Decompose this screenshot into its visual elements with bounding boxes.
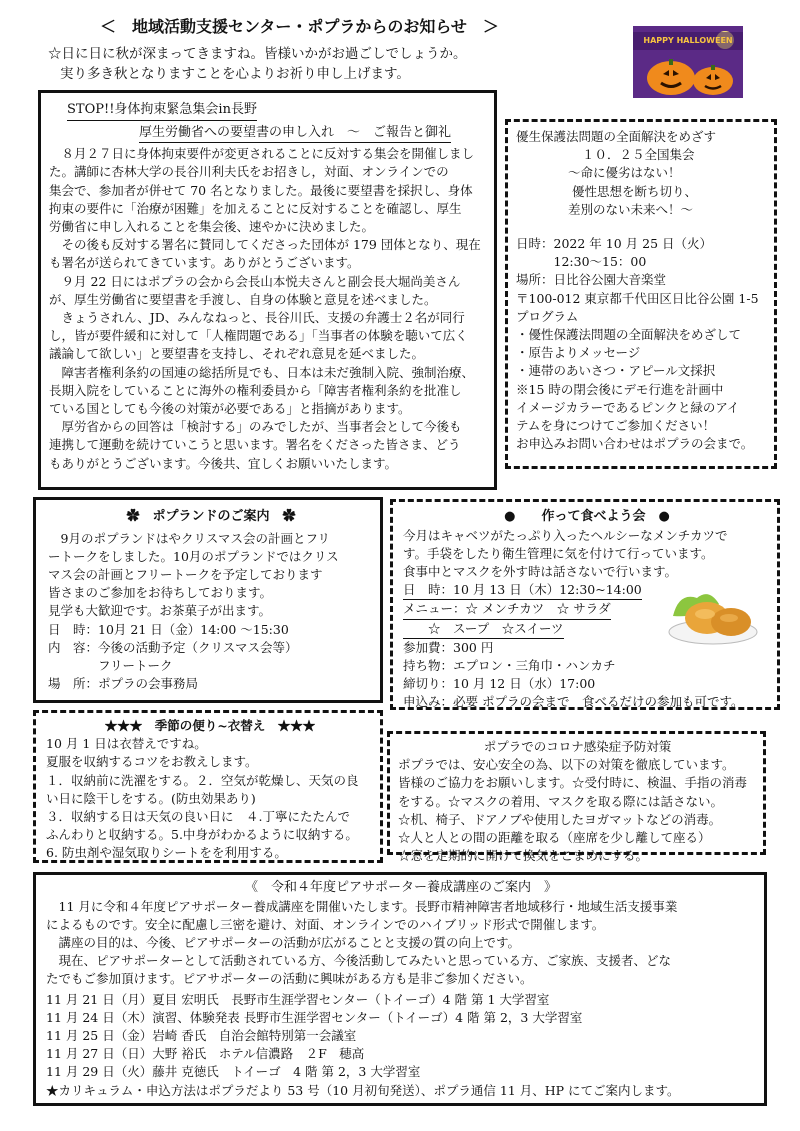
eugenics-place: 場所：日比谷公園大音楽堂: [516, 272, 667, 288]
peer-line: によるものです。安全に配慮し三密を避け、対面、オンラインでのハイブリッド形式で開催します。: [46, 916, 605, 932]
corona-line: ポプラでは、安心安全の為、以下の対策を徹底しています。: [398, 757, 735, 773]
eugenics-program: プログラム: [516, 308, 579, 324]
stop-line: ている国としても今後の対策が必要である」と指摘があります。: [49, 401, 411, 417]
popland-line: マス会の計画とフリートークを予定しております: [48, 567, 323, 582]
stop-line: 議論して欲しい」と要望書を支持し、それぞれ意見を延べました。: [49, 346, 425, 362]
stop-line: た。講師に杏林大学の長谷川利夫氏をお招きし，対面、オンラインでの: [49, 164, 449, 180]
cooking-items: 持ち物：エプロン・三角巾・ハンカチ: [403, 658, 616, 674]
peer-title: 《 令和４年度ピアサポーター養成講座のご案内 》: [244, 880, 557, 895]
season-line: い日に陰干しをする。(防虫効果あり): [46, 790, 256, 806]
eugenics-title: １０．２５全国集会: [582, 147, 695, 163]
stop-line: も署名が送られてきています。ありがとうございます。: [49, 255, 360, 271]
eugenics-address: 〒100-012 東京都千代田区日比谷公園 1-5: [516, 290, 759, 306]
greeting-line-2: 実り多き秋となりますことを心よりお祈り申し上げます。: [60, 66, 410, 82]
stop-line: きょうされん、JD、みんなねっと、長谷川氏、支援の弁護士２名が同行: [49, 310, 465, 326]
greeting-line-1: ☆日に日に秋が深まってきますね。皆様いかがお過ごしでしょうか。: [48, 46, 467, 62]
eugenics-program-item: ・優性保護法問題の全面解決をめざして: [516, 327, 742, 343]
stop-section: [38, 90, 497, 490]
stop-line: その後も反対する署名に賛同してくださった団体が 179 団体となり、現在: [49, 237, 481, 253]
eugenics-note: イメージカラーであるピンクと緑のアイ: [516, 399, 740, 415]
stop-line: ９月 22 日にはポプラの会から会長山本悦夫さんと副会長大堀尚美さん: [49, 273, 461, 289]
page-title: ＜ 地域活動支援センター・ポプラからのお知らせ ＞: [100, 17, 499, 36]
season-line: ふんわりと収納する。5.中身がわかるように収納する。: [46, 827, 358, 843]
popland-title: ✿ ポプランドのご案内 ✿: [126, 509, 296, 524]
eugenics-note: テムを身につけてご参加ください！: [516, 418, 716, 434]
cooking-menu: メニュー：☆ メンチカツ ☆ サラダ: [403, 600, 643, 619]
cooking-deadline: 締切り：10 月 12 日（水）17:00: [403, 676, 596, 692]
corona-line: ☆人と人との間の距離を取る（座席を少し離して座る）: [398, 830, 711, 846]
stop-line: 労働省に申し入れることを集会後、速やかに決めました。: [49, 219, 375, 234]
corona-line: ☆窓を定期的に開けて換気をこまめにする。: [398, 848, 649, 864]
eugenics-title: 優生保護法問題の全面解決をめざす: [516, 129, 717, 144]
popland-content: フリートーク: [48, 658, 173, 674]
stop-body: [49, 145, 486, 473]
popland-line: ートークをしました。10月のポプランドではクリス: [48, 548, 339, 564]
peer-schedule-item: 11 月 21 日（月）夏目 宏明氏 長野市生涯学習センター（トイーゴ）4 階 第 1 大学習室: [46, 991, 550, 1007]
eugenics-section: [505, 119, 777, 469]
eugenics-date: 日時：2022 年 10 月 25 日（火）: [516, 236, 712, 252]
peer-footer: ★カリキュラム・申込方法はポプラだより 53 号（10 月初旬発送）、ポプラ通信 11 月、HP にてご案内します。: [46, 1082, 680, 1098]
cooking-section: [390, 499, 780, 710]
popland-line: 見学も大歓迎です。お茶菓子が出ます。: [48, 603, 272, 619]
peer-schedule-item: 11 月 27 日（日）大野 裕氏 ホテル信濃路 ２F 穂高: [46, 1046, 365, 1062]
stop-line: 障害者権利条約の国連の総括所見でも、日本は未だ強制入院、強制治療、: [49, 364, 475, 380]
stop-line: 長期入院をしていることに海外の権利委員から「障害者権利条約を批准し: [49, 382, 462, 398]
corona-title: ポプラでのコロナ感染症予防対策: [483, 739, 672, 754]
peer-line: 講座の目的は、今後、ピアサポーターの活動が広がることと支援の質の向上です。: [46, 935, 521, 950]
stop-line: が、厚生労働省に要望書を手渡し、自身の体験と意見を述べました。: [49, 291, 437, 307]
season-title: ★★★ 季節の便り~衣替え ★★★: [104, 718, 316, 733]
peer-schedule-item: 11 月 29 日（火）藤井 克徳氏 トイーゴ 4 階 第 2，3 大学習室: [46, 1064, 421, 1080]
eugenics-note: お申込みお問い合わせはポプラの会まで。: [516, 436, 754, 452]
cooking-date: 日 時：10 月 13 日（木）12:30~14:00: [403, 581, 643, 600]
popland-place: 場 所：ポプラの会事務局: [48, 676, 199, 692]
menchikatsu-illustration: [665, 584, 761, 648]
eugenics-slogan: 差別のない未来へ！～: [568, 201, 694, 217]
peer-line: 11 月に令和４年度ピアサポーター養成講座を開催いたします。長野市精神障害者地域移行・地域生活支援事業: [46, 898, 678, 914]
eugenics-note: ※15 時の閉会後にデモ行進を計画中: [516, 381, 724, 397]
peer-schedule-item: 11 月 25 日（金）岩崎 香氏 自治会館特別第一会議室: [46, 1028, 357, 1044]
season-line: 6. 防虫剤や湿気取りシートをを利用する。: [46, 845, 287, 861]
season-line: 10 月 1 日は衣替えですね。: [46, 736, 207, 752]
stop-title: STOP!!身体拘束緊急集会in長野: [49, 101, 486, 121]
season-line: 夏服を収納するコツをお教えします。: [46, 754, 258, 770]
greeting: [48, 44, 608, 84]
pumpkin-icon: [693, 67, 733, 95]
stop-line: もありがとうございます。今後共、宜しくお願いいたします。: [49, 455, 398, 471]
popland-line: 皆さまのご参加をお待ちしております。: [48, 585, 273, 601]
peer-line: 現在、ピアサポーターとして活動されている方、今後活動してみたいと思っている方、ご家族、支援者、どな: [46, 953, 672, 969]
peer-line: たでもご参加頂けます。ピアサポーターの活動に興味がある方も是非ご参加ください。: [46, 971, 533, 987]
cooking-fee: 参加費：300 円: [403, 639, 494, 655]
cooking-menu: ☆ スープ ☆スイーツ: [403, 620, 643, 639]
eugenics-time: 12:30～15：00: [516, 254, 647, 270]
corona-line: 皆様のご協力をお願いします。☆受付時に、検温、手指の消毒: [398, 775, 748, 791]
stop-subtitle: 厚生労働省への要望書の申し入れ ～ ご報告と御礼: [49, 124, 486, 144]
corona-line: をする。☆マスクの着用、マスクを取る際には話さない。: [398, 793, 724, 809]
season-line: １．収納前に洗濯をする。２．空気が乾燥し、天気の良: [46, 772, 359, 788]
stop-line: ８月２７日に身体拘束要件が変更されることに反対する集会を開催しまし: [49, 146, 475, 162]
cooking-line: 食事中とマスクを外す時は話さないで行います。: [403, 564, 678, 579]
halloween-text: HAPPY HALLOWEEN: [643, 36, 733, 45]
eugenics-program-item: ・原告よりメッセージ: [516, 345, 641, 361]
corona-line: ☆机、椅子、ドアノブや使用したヨガマットなどの消毒。: [398, 811, 722, 827]
peer-supporter-section: [33, 872, 767, 1106]
stop-line: 連携して運動を続けていこうと思います。署名をくださった皆さま、どう: [49, 437, 461, 453]
peer-schedule-item: 11 月 24 日（木）演習、体験発表 長野市生涯学習センター（トイーゴ）4 階 第 2，3 大学習室: [46, 1009, 583, 1025]
stop-line: 厚労省からの回答は「検討する」のみでしたが、当事者会として今後も: [49, 419, 462, 435]
stop-line: 集会で、参加者が併せて 70 名となりました。最後に要望書を採択し、身体: [49, 182, 473, 198]
season-line: ３．収納する日は天気の良い日に ４.丁寧にたたんで: [46, 809, 350, 825]
cooking-line: す。手袋をしたり衛生管理に気を付けて行っています。: [403, 545, 714, 561]
cooking-apply: 申込み：必要 ポプラの会まで 食べるだけの参加も可です。: [403, 694, 744, 710]
popland-content: 内 容：今後の活動予定（クリスマス会等）: [48, 639, 298, 655]
popland-date: 日 時：10月 21 日（金）14:00 ～15:30: [48, 621, 289, 637]
eugenics-slogan: 優性思想を断ち切り、: [572, 183, 698, 199]
stop-line: し，皆が要件緩和に対して「人権問題である」「当事者の体験を聴いて広く: [49, 328, 468, 344]
season-section: [33, 710, 383, 863]
popland-line: 9月のポプランドはやクリスマス会の計画とフリ: [48, 530, 330, 546]
halloween-illustration: [633, 26, 743, 98]
stop-line: 拘束の要件に「治療が困難」を加えることに反対することを確認し、厚生: [49, 200, 462, 216]
eugenics-program-item: ・連帯のあいさつ・アピール文採択: [516, 363, 716, 379]
popland-section: [33, 497, 383, 703]
cooking-title: ● 作って食べよう会 ●: [504, 509, 670, 524]
cooking-line: 今月はキャベツがたっぷり入ったヘルシーなメンチカツで: [403, 527, 728, 543]
eugenics-slogan: ～命に優劣はない！: [568, 165, 681, 181]
pumpkin-icon: [647, 61, 695, 95]
corona-section: [387, 731, 766, 864]
